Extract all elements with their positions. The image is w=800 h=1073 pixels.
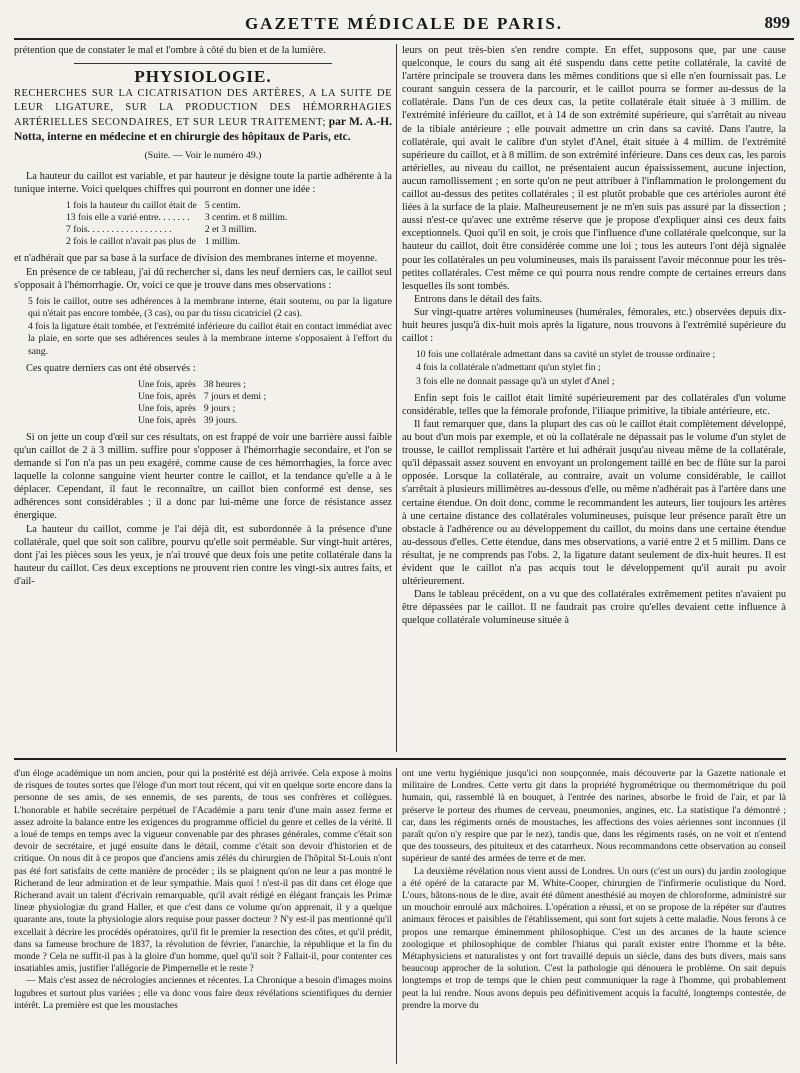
- horizontal-divider: [14, 758, 786, 760]
- section-title: PHYSIOLOGIE.: [134, 67, 272, 87]
- section-rule: [74, 63, 332, 64]
- observation-item: 5 fois le caillot, outre ses adhérences à la membrane interne, était soutenu, ou par la ligature qui n'était pas encore tombée, (3 cas), ou par du tissu cicatriciel (2 cas).: [28, 295, 392, 319]
- table-cell: 13 fois elle a varié entre. . . . . . .: [66, 212, 190, 224]
- paragraph: Dans le tableau précédent, on a vu que des collatérales extrêmement petites n'avaient pu être dépassées par le caillot. Il ne faudrait pas croire qu'elles devaient cette influence à quelque collatérale volumineuse située à: [402, 589, 786, 627]
- clot-height-table: [62, 200, 291, 248]
- paragraph: La hauteur du caillot, comme je l'ai déjà dit, est subordonnée à la présence d'une collatérale, quel que soit son calibre, pourvu qu'elle soit perméable. Sur vingt-huit artères, dont j'ai les pièces sous les yeux, je n'ai trouvé que deux fois une petite collatérale dans la hauteur du caillot. Ces deux exceptions ne prouvent rien contre les vingt-six autres faits, et d'ail-: [14, 523, 392, 587]
- table-row: [62, 200, 291, 212]
- paragraph: En présence de ce tableau, j'ai dû rechercher si, dans les neuf derniers cas, le caillot seul s'opposait à l'hémorrhagie. Or, voici ce que je trouve dans mes observations :: [14, 266, 392, 291]
- table-cell: 1 millim.: [204, 236, 240, 248]
- column-divider-upper: [396, 44, 397, 752]
- table-cell: 39 jours.: [203, 414, 238, 426]
- column-upper-left: [14, 44, 392, 752]
- column-lower-right: [402, 768, 786, 1068]
- table-cell: 7 jours et demi ;: [203, 390, 267, 402]
- paragraph: La hauteur du caillot est variable, et par hauteur je désigne toute la partie adhérente à la tunique interne. Voici quelques chiffres qui pourront en donner une idée :: [14, 171, 392, 196]
- paragraph: ont une vertu hygiénique jusqu'ici non soupçonnée, mais découverte par la Gazette nationale et militaire de Londres. Cette vertu git dans la propriété hygrométrique ou thermométrique du poil humain, qui, rassemblé là en bouquet, à l'entrée des narines, absorbe le froid de l'air, et par là préserve le porteur des rhumes de cerveau, pneumonies, angines, etc. La statistique l'a démontré ; car, dans les régiments ornés de moustaches, les affections des voies aériennes sont inconnues (il paraît qu'on n'y respire que par le nez), tandis que, dans les régiments rasés, on ne voit et n'entend que des tousseurs, des pituiteux et des catarrheux. Nous recommandons cette observation au conseil supérieur de santé des armées de terre et de mer.: [402, 769, 786, 865]
- table-row: [62, 212, 291, 224]
- table-row: [134, 391, 270, 403]
- list-item: 4 fois la collatérale n'admettant qu'un stylet fin ;: [416, 362, 601, 374]
- table-cell: Une fois, après: [138, 414, 196, 426]
- table-cell: 3 centim. et 8 millim.: [204, 212, 288, 224]
- table-cell: 2 fois le caillot n'avait pas plus de: [66, 236, 196, 248]
- table-row: [134, 415, 270, 427]
- table-cell: 1 fois la hauteur du caillot était de: [66, 200, 197, 212]
- table-row: [134, 379, 270, 391]
- paragraph: Ces quatre derniers cas ont été observés :: [26, 362, 196, 374]
- table-cell: Une fois, après: [138, 402, 196, 414]
- column-divider-lower: [396, 768, 397, 1064]
- table-cell: Une fois, après: [138, 378, 196, 390]
- table-cell: Une fois, après: [138, 390, 196, 402]
- column-lower-left: [14, 768, 392, 1068]
- continuation-note: (Suite. — Voir le numéro 49.): [144, 150, 262, 162]
- paragraph: et n'adhérait que par sa base à la surface de division des membranes interne et moyenne.: [14, 253, 378, 265]
- paragraph: La deuxième révélation nous vient aussi de Londres. Un ours (c'est un ours) du jardin zoologique a été opéré de la cataracte par M. White-Cooper, chirurgien de l'infirmerie oculistique du Nord. L'ours, bâtons-nous de le dire, avait été dûment anesthésié au moyen de chloroforme, administré sur un mouchoir enroulé aux mâchoires. L'opération a réussi, et on se propose de la répéter sur d'autres animaux féroces et paisibles de l'établissement, qui sont fort sujets à cette maladie. Nous ferons à ce propos une remarque éminemment philosophique. C'est un des arcanes de la haute science zoologique et philosophique de combler l'hiatus qui paraît exister entre l'homme et la bête. Métaphysiciens et naturalistes y ont fort travaillé depuis un siècle, dans des buts divers, mais sans beaucoup approcher de la solution. C'est la pathologie qui dénouera le problème. On sait depuis longtemps et trop de temps que le chien peut communiquer la rage à l'homme, qui probablement peut la lui rendre. Nous avons depuis peu définitivement acquis la faculté, longtemps contestée, de prendre la morve du: [402, 866, 786, 1011]
- observation-list: [28, 296, 392, 358]
- table-row: [134, 403, 270, 415]
- article-author: par M. A.-H. Notta, interne en médecine et en chirurgie des hôpitaux de Paris, etc.: [14, 116, 392, 144]
- journal-title: GAZETTE MÉDICALE DE PARIS.: [244, 14, 564, 33]
- list-item: 10 fois une collatérale admettant dans sa cavité un stylet de trousse ordinaire ;: [416, 349, 716, 361]
- paragraph: Entrons dans le détail des faits.: [414, 293, 543, 305]
- table-cell: 5 centim.: [204, 200, 241, 212]
- paragraph: — Mais c'est assez de nécrologies anciennes et récentes. La Chronique a besoin d'images moins lugubres et surtout plus variées ; elle va donc vous faire deux révélations scientifiques du dernier intérêt. La première est que les moustaches: [14, 976, 392, 1011]
- paragraph: Il faut remarquer que, dans la plupart des cas où le caillot était complètement développé, au bout d'un mois par exemple, et où la collatérale ne dépassait pas le volume d'un stylet de trousse, le caillot remplissait l'artère et lui adhérait jusqu'au niveau même de la collatérale, qu'il dépassait assez souvent en envoyant un prolongement taillé en bec de flûte sur la paroi opposée. Lorsque la collatérale, au contraire, avait un volume considérable, le caillot s'arrêtait à plusieurs millimètres au-dessous d'elle, ou même n'adhérait pas à l'artère dans une certaine étendue. On doit donc, comme le recommandent les auteurs, lier toujours les artères à une certaine distance des collatérales volumineuses, puisque leur présence paraît être un obstacle à l'adhérence ou au développement du caillot, du moins dans une certaine étendue au-dessous d'elles. Cette étendue, dans mes observations, a varié entre 2 et 5 millim. Dans ce résultat, je ne comprends pas l'obs. 2, la ligature datant seulement de dix-huit heures. Il est évident que le caillot n'a pas acquis tout le développement qu'il aurait pu avoir ultérieurement.: [402, 418, 786, 588]
- table-cell: 9 jours ;: [203, 402, 236, 414]
- list-item: 3 fois elle ne donnait passage qu'à un stylet d'Anel ;: [416, 375, 615, 387]
- table-row: [62, 236, 291, 248]
- table-cell: 2 et 3 millim.: [204, 224, 257, 236]
- paragraph: leurs on peut très-bien s'en rendre compte. En effet, supposons que, par une cause quelconque, le cours du sang ait été suspendu dans cette petite collatérale, la cavité de l'artère principale se trouvera dans les mêmes conditions que si elle n'en fournissait pas. Le courant sanguin cessera de la parcourir, et le caillot pourra se former au-dessus de la collatérale. Dans l'un de ces deux cas, la petite collatérale était située à 3 millim. de l'extrémité inférieure du caillot, et à 14 de son extrémité supérieure, qui s'arrêtait au niveau de la tibiale antérieure ; elle pouvait admettre un crin dans sa cavité. Dans l'autre, la collatérale, qui avait le calibre d'un stylet d'Anel, était située à 4 millim. de l'extrémité supérieure du caillot, et à 8 millim. de son extrémité inférieure. Dans ces deux cas, les parois artérielles, au niveau du caillot, ne présentaient aucun épaississement, aucune injection, aucun ramollissement ; en sorte qu'on ne peut attribuer à l'inflammation le prolongement du caillot au-dessus des petites collatérales ; il est plutôt probable que ces artérioles auront été liées à la surface de la plaie. Malheureusement je ne m'en suis pas assuré par la dissection ; aussi n'est-ce qu'avec une extrême réserve que je propose d'expliquer ainsi ces deux faits exceptionnels. Quoi qu'il en soit, je crois que l'influence d'une collatérale quelconque, sur la hauteur du caillot, doit être considérée comme une loi ; tous les auteurs l'ont déjà signalée pour les collatérales un peu volumineuses, mais ils paraissent l'avoir méconnue pour les très-petites collatérales. C'est même ce qui pourra nous rendre compte de certaines erreurs dans lesquelles ils sont tombés.: [402, 45, 786, 292]
- intro-paragraph: prétention que de constater le mal et l'ombre à côté du bien et de la lumière.: [14, 45, 326, 56]
- collateral-list: [416, 349, 786, 388]
- page-header: [14, 12, 794, 40]
- column-upper-right: [402, 44, 786, 752]
- table-row: [62, 224, 291, 236]
- paragraph: Enfin sept fois le caillot était limité supérieurement par des collatérales d'un volume considérable, telles que la fémorale profonde, l'iliaque primitive, la tibiale antérieure, etc.: [402, 392, 786, 417]
- paragraph: d'un éloge académique un nom ancien, pour qui la postérité est déjà arrivée. Cela expose à moins de risques de toutes sortes que l'éloge d'un mort tout récent, qui vit en quelque sorte encore dans la personne de ses amis, de ses ennemis, de ses parents, de tous ses confrères et collègues. L'honorable et habile secrétaire perpétuel de l'Académie a paru tenir d'une main assez ferme et assez adroite la balance entre les exigences du programme officiel du genre et celles de la vérité. Il a loué de temps en temps avec la vigueur convenable par des phrases générales, comme c'était son devoir de secrétaire, et jugé ensuite dans le détail, comme c'était son devoir d'historien et de critique. On nous dit à ce propos que d'anciens amis zélés du chirurgien de l'hôpital St-Louis n'ont pas été fort satisfaits de cette manière de procéder ; ils se plaignent qu'on ne leur a pas montré le Richerand de leur admiration et de leur sympathie. Mais quoi ! n'est-il pas dit dans cet éloge que Richerand avait un talent d'écrivain remarquable, qu'il avait rédigé en élégant français les Primæ lineæ physiologiæ du grand Haller, et que c'est dans ce volume qu'on apprenait, il y a quelque quarante ans, toute la physiologie alors requise pour passer docteur ? N'y est-il pas mentionné qu'il excellait à décrire les procédés opératoires, qu'il fit le premier la resection des côtes, et qu'il prédit, dans sa fameuse brochure de 1837, la révolution de février, l'anarchie, la république et la fin du monde ? Cela ne suffit-il pas à la gloire d'un homme, quel qu'il soit ? Fallait-il, pour contenter ces insatiables amis, justifier l'allégorie de Pimpernelle et le reste ?: [14, 769, 392, 975]
- article-heading: [14, 87, 392, 145]
- article-title: RECHERCHES SUR LA CICATRISATION DES ARTÈRES, A LA SUITE DE LEUR LIGATURE, SUR LA PRODUCTION DES HÉMORRHAGIES ARTÉRIELLES SECONDAIRES, ET SUR LEUR TRAITEMENT;: [14, 88, 392, 129]
- observation-item: 4 fois la ligature était tombée, et l'extrémité inférieure du caillot était en contact immédiat avec la plaie, en sorte que ses adhérences seules à la membrane interne s'opposaient à l'effort du sang.: [28, 321, 392, 357]
- page-number: 899: [764, 13, 790, 32]
- times-table: [134, 379, 270, 427]
- paragraph: Si on jette un coup d'œil sur ces résultats, on est frappé de voir une barrière aussi faible qu'un caillot de 2 à 3 millim. suffire pour s'opposer à l'hémorrhagie secondaire, et l'on se demande si l'on n'a pas un peu exagéré, comme cause de ces hémorrhagies, la force avec laquelle la colonne sanguine vient heurter contre le caillot, et la tendance qu'elle a à le déplacer. Cependant, il faut le reconnaître, un caillot bien conformé est dense, ses adhérences sont considérables ; il a donc par lui-même une force de résistance assez énergique.: [14, 431, 392, 522]
- table-cell: 7 fois. . . . . . . . . . . . . . . . . .: [66, 224, 172, 236]
- table-cell: 38 heures ;: [203, 378, 246, 390]
- paragraph: Sur vingt-quatre artères volumineuses (humérales, fémorales, etc.) observées depuis dix-huit heures jusqu'à dix-huit mois après la ligature, nous trouvons à l'extrémité supérieure du caillot :: [402, 306, 786, 345]
